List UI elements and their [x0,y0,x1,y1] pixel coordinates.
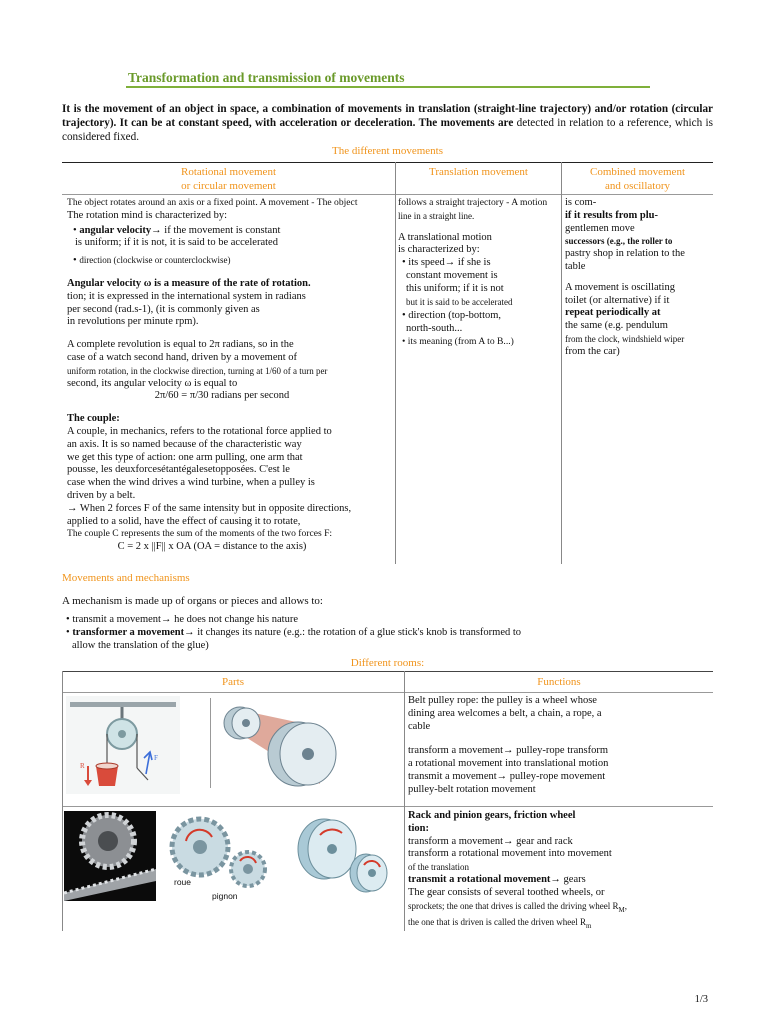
page-title: Transformation and transmission of movements [128,70,405,85]
table1-col3-content: is com- if it results from plu- gentlemen move successors (e.g., the roller to pastry shop in relation to the table A movement is oscillating toilet (or alternative) if it repeat periodically at the same (e.g. pendulum from the clock, windshield wiper from the car) [565,197,685,357]
angular-velocity-definition: Angular velocity ω is a measure of the rate of rotation. [67,277,311,289]
table2-row2-functions: Rack and pinion gears, friction wheel tion: transform a movement→ gear and rack transform a rotational movement into movement of the translation transmit a rotational movement→ gears The gear consists of several toothed wheels, or sprockets; the one that drives is called the driving wheel $R_M$, the one that is driven is called the driven wheel $R_m$ [408,810,627,930]
couple-formula: C = 2 x ||F|| x OA (OA = distance to the axis) [117,541,307,553]
table1-header-border [62,194,713,195]
table2-top-border [62,671,713,672]
mechanisms-list: • transmit a movement→ he does not change his nature • transformer a movement→ it changes its nature (e.g.: the rotation of a glue stick's knob is transformed to allow the translation of the glue) [66,614,716,652]
table2-left-border [62,671,63,931]
rack-pinion-illustration [64,811,156,901]
pulley-belt-illustration [210,696,398,796]
gear-pignon-label: pignon [212,891,238,901]
table1-col2-header: Translation movement [429,166,528,178]
table2-parts-header: Parts [222,676,244,688]
intro-bold-text: It is the movement of an object in space, a combination of movements in translation (straight-line trajectory) and/or rotation (circular trajectory). It can be at constant speed, with acceleration or deceleration. The movements are [62,103,713,130]
table2-header-border [62,692,713,693]
intro-rest-text: detected in relation to a reference, which is considered fixed. [62,117,713,144]
pulley-belt-image [210,696,398,796]
table1-col2-content: follows a straight trajectory - A motion line in a straight line. A translational motion is characterized by: • its speed→ if she is constant movement is this uniform; if it is not but it is said to be accelerated • direction (top-bottom, north-south... • its meaning (from A to B...) [398,197,548,347]
couple-title: The couple: [67,413,120,425]
pulley-rope-illustration [66,696,180,794]
force-f-label: F [154,754,158,762]
movements-heading: The different movements [332,145,443,157]
intro-paragraph [62,102,713,145]
table1-top-border [62,162,713,163]
gears-image [162,811,282,905]
force-r-label: R [80,762,85,770]
table2-row-border [62,806,713,807]
direction-bullet: • direction (clockwise or counterclockwise) [73,255,231,267]
table1-col1-header: Rotational movement or circular movement [180,166,276,192]
rooms-heading: Different rooms: [350,657,425,669]
table1-divider-2 [561,162,562,564]
table1-col3-header: Combined movement and oscillatory [589,166,685,192]
mechanisms-bullet-transmit: • transmit a movement→ he does not change his nature [66,614,299,625]
table2-row1-functions: Belt pulley rope: the pulley is a wheel whose dining area welcomes a belt, a chain, a rope, a cable transform a movement→ pulley-rope transform a rotational movement into translational motion transmit a movement→ pulley-rope movement pulley-belt rotation movement [408,695,609,795]
table2-divider [404,671,405,931]
table2-functions-header: Functions [537,676,581,688]
mechanisms-heading: Movements and mechanisms [62,572,190,584]
angular-velocity-bullet: • angular velocity→ if the movement is constant [73,224,281,236]
friction-wheel-illustration [290,811,400,901]
mechanisms-intro: A mechanism is made up of organs or pieces and allows to: [62,595,323,607]
pulley-rope-image [66,696,180,794]
page-number: 1/3 [694,994,708,1005]
title-underline [126,86,650,88]
table1-col1-content: The object rotates around an axis or a fixed point. A movement - The object The rotation mind is characterized by: • angular velocity→ if the movement is constant is uniform; if it is not, it is said to be accelerated • direction (clockwise or counterclockwise) Angular velocity ω is a measure of the rate of rotation. tion; it is expressed in the international system in radians per second (rad.s-1), (it is commonly given as in revolutions per minute rpm). A complete revolution is equal to 2π radians, so in the case of a watch second hand, driven by a movement of uniform rotation, in the clockwise direction, turning at 1/60 of a turn per second, its angular velocity ω is equal to 2π/60 = π/30 radians per second The couple: A couple, in mechanics, refers to the rotational force applied to an axis. It is so named because of the characteristic way we get this type of action: one arm pulling, one arm that pousse, les deuxforcesétantégalesetopposées. C'est le case when the wind drives a wind turbine, when a pulley is driven by a belt. → When 2 forces F of the same intensity but in opposite directions, applied to a solid, have the effect of causing it to rotate, The couple C represents the sum of the moments of the two forces F: C = 2 x ||F|| x OA (OA = distance to the axis) [67,197,397,554]
rack-pinion-image [64,811,156,901]
gear-roue-label: roue [174,877,192,887]
revolution-formula: 2π/60 = π/30 radians per second [154,390,290,402]
friction-wheel-image [290,811,400,901]
mechanisms-bullet-transform: • transformer a movement→ it changes its nature (e.g.: the rotation of a glue stick's knob is transformed to [66,626,522,638]
